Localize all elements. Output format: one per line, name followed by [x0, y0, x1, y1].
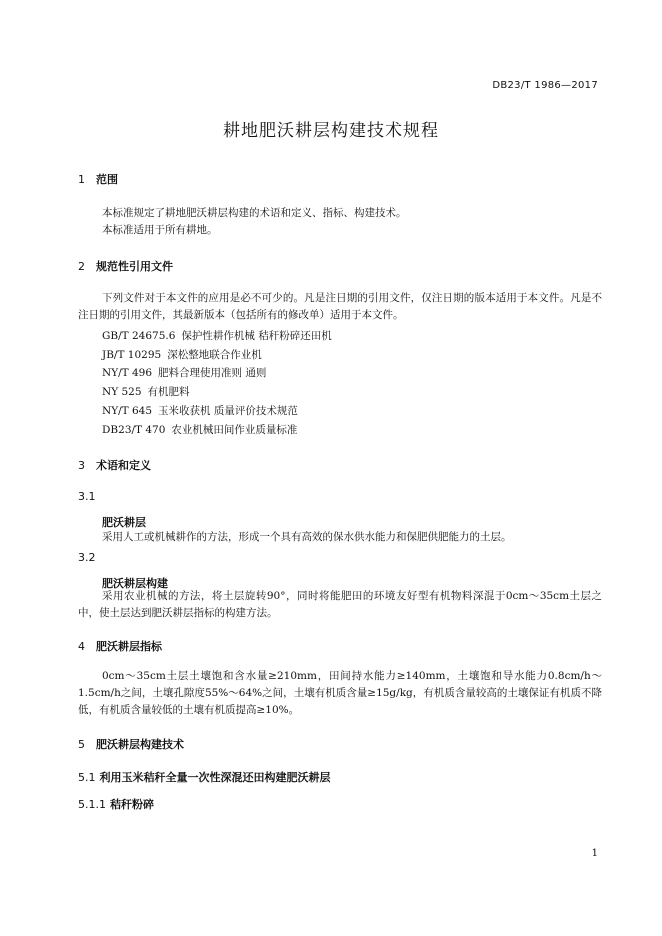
term-definition: 采用人工或机械耕作的方法，形成一个具有高效的保水供水能力和保肥供肥能力的土层。 [102, 531, 512, 543]
references-intro: 下列文件对于本文件的应用是必不可少的。凡是注日期的引用文件，仅注日期的版本适用于本文件。凡是不注日期的引用文件，其最新版本（包括所有的修改单）适用于本文件。 [78, 292, 602, 321]
section-1-heading [78, 171, 118, 187]
scope-paragraph-1: 本标准规定了耕地肥沃耕层构建的术语和定义、指标、构建技术。 [102, 207, 407, 219]
reference-item [102, 403, 298, 418]
reference-item [102, 384, 190, 399]
subsection-5-1-1-heading [78, 796, 154, 812]
term-name: 肥沃耕层构建 [102, 577, 168, 590]
subsection-title: 秸秆粉碎 [110, 798, 154, 811]
reference-code: JB/T 10295 [102, 349, 162, 361]
reference-item [102, 365, 266, 380]
reference-title: 玉米收获机 质量评价技术规范 [158, 405, 298, 417]
reference-code: NY 525 [102, 386, 142, 398]
subsection-title: 利用玉米秸秆全量一次性深混还田构建肥沃耕层 [99, 771, 331, 784]
reference-title: 深松整地联合作业机 [167, 349, 262, 361]
reference-item [102, 347, 262, 362]
scope-paragraph-2: 本标准适用于所有耕地。 [102, 224, 218, 236]
subsection-number: 5.1.1 [78, 798, 106, 811]
reference-item [102, 422, 297, 437]
section-title: 规范性引用文件 [96, 260, 173, 273]
section-title: 肥沃耕层指标 [96, 640, 162, 653]
reference-item [102, 328, 332, 343]
section-number: 5 [78, 738, 85, 751]
document-title: 耕地肥沃耕层构建技术规程 [223, 121, 439, 141]
section-title: 肥沃耕层构建技术 [96, 738, 184, 751]
section-title: 范围 [96, 173, 118, 186]
term-definition: 采用农业机械的方法，将土层旋转90°，同时将能肥田的环境友好型有机物料深混于0cm～35cm土层之中，使土层达到肥沃耕层指标的构建方法。 [78, 590, 602, 619]
subsection-5-1-heading [78, 769, 331, 785]
section-number: 3 [78, 459, 85, 472]
section-2-heading [78, 258, 173, 274]
section-4-heading [78, 638, 162, 654]
document-code: DB23/T 1986—2017 [492, 80, 598, 91]
reference-title: 农业机械田间作业质量标准 [171, 424, 298, 436]
reference-code: NY/T 645 [102, 405, 153, 417]
subsection-number: 5.1 [78, 771, 96, 784]
term-number: 3.2 [78, 551, 96, 564]
section-title: 术语和定义 [96, 459, 151, 472]
indicator-paragraph: 0cm～35cm土层土壤饱和含水量≥210mm，田间持水能力≥140mm，土壤饱和导水能力0.8cm/h～1.5cm/h之间，土壤孔隙度55%～64%之间，土壤有机质含量≥15g/kg，有机质含量较高的土壤保证有机质不降低，有机质含量较低的土壤有机质提高≥10%。 [78, 670, 602, 716]
section-number: 2 [78, 260, 85, 273]
reference-title: 保护性耕作机械 秸秆粉碎还田机 [181, 330, 332, 342]
reference-code: NY/T 496 [102, 367, 153, 379]
section-number: 1 [78, 173, 85, 186]
page-number: 1 [591, 848, 598, 859]
section-number: 4 [78, 640, 85, 653]
reference-title: 有机肥料 [147, 386, 190, 398]
reference-code: GB/T 24675.6 [102, 330, 176, 342]
term-name: 肥沃耕层 [102, 516, 146, 529]
reference-code: DB23/T 470 [102, 424, 166, 436]
section-5-heading [78, 736, 184, 752]
reference-title: 肥料合理使用准则 通则 [158, 367, 267, 379]
term-number: 3.1 [78, 490, 96, 503]
section-3-heading [78, 457, 151, 473]
